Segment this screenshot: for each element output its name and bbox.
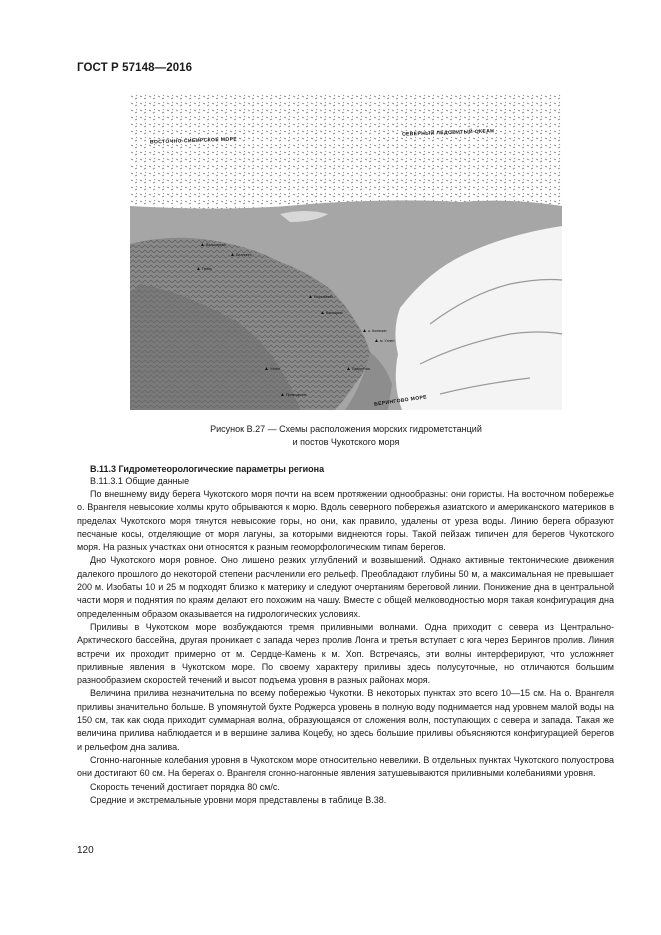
map-label-arctic-ocean: СЕВЕРНЫЙ ЛЕДОВИТЫЙ ОКЕАН [401,128,495,138]
paragraph: Приливы в Чукотском море возбуждаются тремя приливными волнами. Одна приходит с севера из Центрально-Арктического бассейна, другая проникает с запада через пролив Лонга и третья вступает с юга через Берингов пролив. Линия встречи их проходит примерно от м. Сердце-Камень к м. Хоп. Встречаясь, эти волны интерферируют, что усложняет приливные явления в Чукотском море. По своему характеру приливы здесь полусуточные, но отличаются большим разнообразием скоростей течений и высот подъема уровня в разных районах моря. [77,621,614,686]
station-label: ▲ о. Колючин [362,328,387,334]
page-number: 120 [77,845,94,856]
station-label: ▲ Провидения [280,392,306,398]
document-header: ГОСТ Р 57148—2016 [77,62,193,74]
caption-line: Рисунок В.27 — Схемы расположения морских гидрометстанций [210,424,482,434]
section-heading: В.11.3 Гидрометеорологические параметры региона [90,464,325,474]
paragraph: Скорость течений достигает порядка 80 см/с. [90,781,280,792]
station-label: ▲ Певек [196,266,212,272]
paragraph: По внешнему виду берега Чукотского моря почти на всем протяжении однообразны: они гористы. На восточном побережье о. Врангеля невысокие холмы круто обрываются к морю. Вдоль северного побережья азиатского и американского материков в пределах Чукотского моря тянутся невысокие горы, но они, как правило, удалены от уреза воды. Линию берега образуют песчаные косы, отделяющие от моря лагуны, за которыми виднеются горы. Такой пейзаж типичен для берегов Чукотского моря. На разных участках они относятся к разным геоморфологическим типам берегов. [77,489,614,553]
paragraph: Дно Чукотского моря ровное. Оно лишено резких углублений и возвышений. Однако активные тектонические движения далекого прошлого до некоторой степени расчленили его рельеф. Преобладают глубины 50 м, а максимальная не превышает 200 м. Изобаты 10 и 25 м подходят близко к материку и следуют очертаниям береговой линии. Понижение дна в центральной части моря и поднятия по краям делают его похожим на чашу. Вместе с общей мелководностью моря такая конфигурация дна определенным образом оказывается на гидрологических условиях. [77,555,614,619]
figure-caption [130,423,562,448]
body-text [77,488,614,807]
caption-line: и постов Чукотского моря [292,436,400,447]
station-label: ▲ м. Уэлен [374,338,395,344]
stations-map-figure [130,94,562,410]
station-label: ▲ Уэлен [264,366,280,372]
station-label: ▲ Ванкарем [320,310,342,316]
map-label-bering-sea: БЕРИНГОВО МОРЕ [373,394,428,408]
station-label: ▲ Лаврентия [346,366,370,372]
station-label: ▲ Валькаркай [200,242,226,248]
paragraph: Средние и экстремальные уровни моря представлены в таблице В.38. [90,794,387,805]
paragraph: Величина прилива незначительна по всему побережью Чукотки. В некоторых пунктах это всего 10—15 см. На о. Врангеля приливы значительно больше. В упомянутой бухте Роджерса уровень в полную воду поднимается над уровнем малой воды на 150 см, так как сюда приходит суммарная волна, образующаяся от сложения волн, поступающих с севера и запада. Такая же величина прилива наблюдается и в вершине залива Коцебу, но здесь большие приливы объясняются конфигурацией берегов и рельефом дна залива. [77,688,614,752]
paragraph: Сгонно-нагонные колебания уровня в Чукотском море относительно невелики. В отдельных пунктах Чукотского полуострова они достигают 60 см. На берегах о. Врангеля сгонно-нагонные явления затушевываются приливными колебаниями уровня. [77,754,614,779]
subsection-heading: В.11.3.1 Общие данные [90,476,190,486]
station-label: ▲ Рыркайпий [308,294,333,300]
station-label: ▲ Биллингс [230,252,252,258]
map-label-east-siberian-sea: ВОСТОЧНО-СИБИРСКОЕ МОРЕ [149,136,238,146]
